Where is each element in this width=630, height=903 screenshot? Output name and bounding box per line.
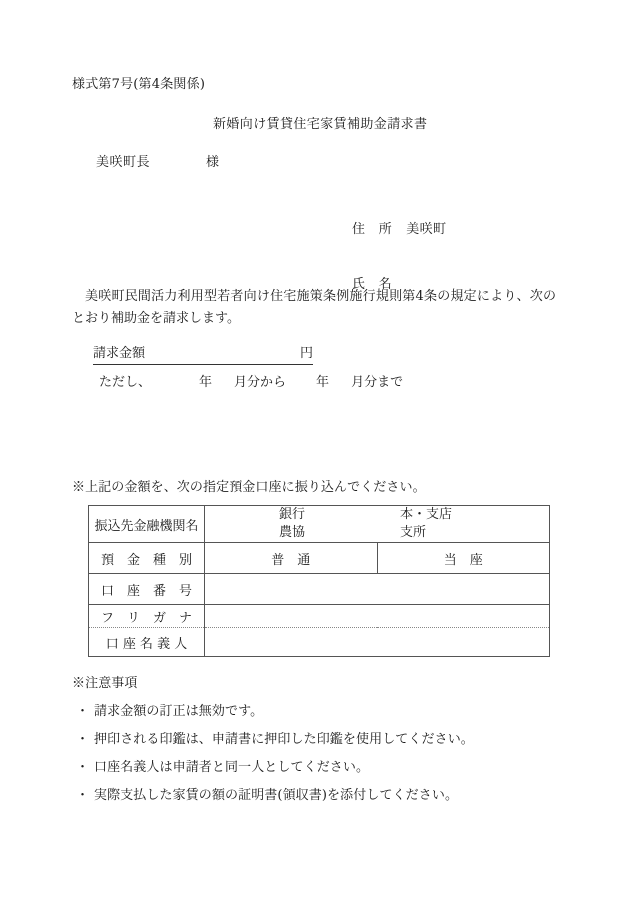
- list-item: ・ 請求金額の訂正は無効です。: [72, 700, 474, 719]
- account-number-value-cell[interactable]: [205, 574, 550, 605]
- period-from-year: 年: [199, 375, 213, 390]
- applicant-name-label: 氏 名: [352, 277, 393, 292]
- list-item: ・ 口座名義人は申請者と同一人としてください。: [72, 756, 474, 775]
- account-holder-label: 口 座 名 義 人: [105, 636, 188, 652]
- institution-branch-sub[interactable]: 支所: [400, 525, 427, 540]
- account-number-label: 口 座 番 号: [100, 583, 192, 599]
- account-kind-toza-label: 当 座: [443, 552, 483, 568]
- account-holder-value-cell[interactable]: [205, 628, 550, 657]
- account-kind-label-cell: [89, 543, 205, 574]
- claim-period-line: [99, 376, 403, 389]
- applicant-address-row: [352, 223, 446, 236]
- bank-transfer-note: ※上記の金額を、次の指定預金口座に振り込んでください。: [72, 480, 426, 495]
- institution-branch-group: [379, 506, 549, 542]
- addressee-block: [96, 156, 219, 169]
- claim-amount-label: 請求金額: [93, 346, 146, 361]
- furigana-value-cell[interactable]: [205, 605, 550, 628]
- document-title: 新婚向け賃貸住宅家賃補助金請求書: [213, 117, 428, 132]
- table-row-account-kind: [89, 543, 550, 574]
- applicant-address-value[interactable]: 美咲町: [406, 222, 447, 237]
- list-item: ・ 実際支払した家賃の額の証明書(領収書)を添付してください。: [72, 784, 474, 803]
- table-row-institution: [89, 506, 550, 543]
- account-holder-label-cell: [89, 628, 205, 657]
- account-kind-futsu-label: 普 通: [271, 552, 311, 568]
- notes-list: [72, 700, 474, 803]
- period-to-year: 年: [316, 375, 330, 390]
- table-row-furigana: [89, 605, 550, 628]
- account-kind-toza-cell[interactable]: [377, 543, 550, 574]
- account-kind-label: 預 金 種 別: [100, 552, 192, 568]
- institution-label: 振込先金融機関名: [94, 518, 199, 534]
- period-to-month: 月分まで: [351, 375, 404, 390]
- institution-value-cell[interactable]: [205, 506, 550, 543]
- body-paragraph: 美咲町民間活力利用型若者向け住宅施策条例施行規則第4条の規定により、次のとおり補助金を請求します。: [72, 289, 556, 327]
- list-item: ・ 押印される印鑑は、申請書に押印した印鑑を使用してください。: [72, 728, 474, 747]
- table-row-account-holder: [89, 628, 550, 657]
- claim-amount-unit: 円: [299, 346, 313, 361]
- table-row-account-number: [89, 574, 550, 605]
- period-from-month: 月分から: [234, 375, 287, 390]
- form-number: 様式第7号(第4条関係): [72, 77, 206, 92]
- furigana-label-cell: [89, 605, 205, 628]
- addressee-honorific: 様: [206, 155, 220, 170]
- account-number-label-cell: [89, 574, 205, 605]
- period-prefix: ただし、: [99, 375, 152, 390]
- account-kind-futsu-cell[interactable]: [205, 543, 378, 574]
- institution-type-group: [205, 506, 379, 542]
- claim-amount-line: [93, 342, 313, 365]
- applicant-address-label: 住 所: [352, 222, 393, 237]
- addressee-name: 美咲町長: [96, 155, 151, 170]
- furigana-label: フ リ ガ ナ: [100, 610, 192, 626]
- institution-type-coop[interactable]: 農協: [278, 525, 305, 540]
- notes-title: ※注意事項: [72, 676, 138, 691]
- institution-type-bank[interactable]: 銀行: [278, 507, 305, 523]
- institution-label-cell: [89, 506, 205, 543]
- notes-block: [72, 672, 474, 803]
- bank-account-table: [88, 505, 550, 657]
- institution-branch-main[interactable]: 本・支店: [400, 507, 453, 523]
